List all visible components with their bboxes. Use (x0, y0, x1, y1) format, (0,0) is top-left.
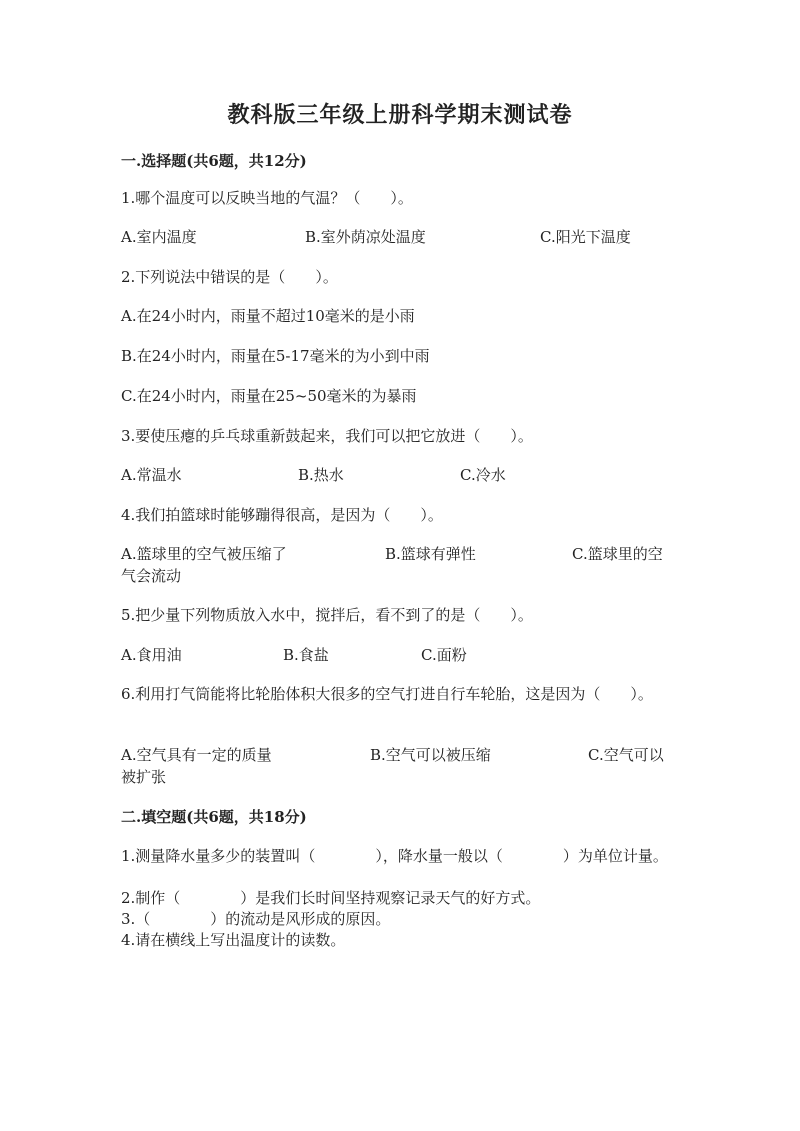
question-stem: 2.下列说法中错误的是（ ）。 (121, 268, 338, 286)
page-title: 教科版三年级上册科学期末测试卷 (227, 102, 573, 128)
option-b: B.食盐 (283, 646, 329, 664)
option-b: B.空气可以被压缩 (370, 746, 491, 764)
option-a: A.常温水 (121, 466, 182, 484)
fill-question: 2.制作（ ）是我们长时间坚持观察记录天气的好方式。 (121, 889, 541, 907)
question-stem: 1.哪个温度可以反映当地的气温？（ ）。 (121, 189, 413, 207)
option-c: C.在24小时内，雨量在25~50毫米的为暴雨 (121, 387, 417, 405)
question-stem: 6.利用打气筒能将比轮胎体积大很多的空气打进自行车轮胎，这是因为（ ）。 (121, 685, 653, 703)
option-c: C.面粉 (421, 646, 467, 664)
option-c: C.空气可以被扩张 (121, 746, 664, 786)
option-b: B.篮球有弹性 (385, 545, 476, 563)
option-a: A.在24小时内，雨量不超过10毫米的是小雨 (121, 307, 415, 325)
option-b: B.室外荫凉处温度 (305, 228, 426, 246)
option-c: C.冷水 (460, 466, 506, 484)
question-stem: 4.我们拍篮球时能够蹦得很高，是因为（ ）。 (121, 506, 443, 524)
question-stem: 3.要使压瘪的乒乓球重新鼓起来，我们可以把它放进（ ）。 (121, 427, 533, 445)
option-b: B.热水 (298, 466, 344, 484)
section-heading-fill: 二.填空题(共6题，共18分) (121, 808, 307, 826)
option-b: B.在24小时内，雨量在5-17毫米的为小到中雨 (121, 347, 430, 365)
option-c: C.阳光下温度 (540, 228, 631, 246)
option-a: A.食用油 (121, 646, 182, 664)
option-a: A.篮球里的空气被压缩了 (121, 545, 287, 563)
option-c: C.篮球里的空气会流动 (121, 545, 663, 585)
fill-question: 3.（ ）的流动是风形成的原因。 (121, 910, 391, 928)
section-heading-choice: 一.选择题(共6题，共12分) (121, 152, 307, 170)
option-a: A.室内温度 (121, 228, 197, 246)
question-stem: 5.把少量下列物质放入水中，搅拌后，看不到了的是（ ）。 (121, 606, 533, 624)
fill-question: 1.测量降水量多少的装置叫（ ），降水量一般以（ ）为单位计量。 (121, 847, 668, 865)
fill-question: 4.请在横线上写出温度计的读数。 (121, 931, 346, 949)
option-a: A.空气具有一定的质量 (121, 746, 272, 764)
